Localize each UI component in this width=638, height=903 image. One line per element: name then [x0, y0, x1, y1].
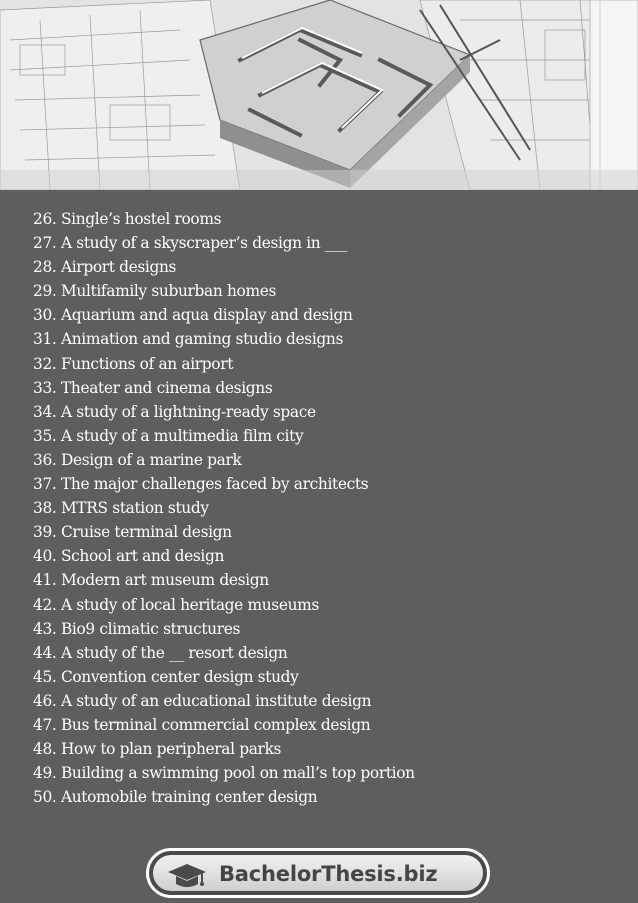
list-item: 35. A study of a multimedia film city: [33, 426, 304, 445]
list-item: 45. Convention center design study: [33, 667, 299, 686]
list-item: 44. A study of the __ resort design: [33, 643, 288, 662]
list-item: 49. Building a swimming pool on mall’s top portion: [33, 764, 415, 783]
list-item: 37. The major challenges faced by architects: [33, 475, 369, 494]
list-item: 48. How to plan peripheral parks: [33, 740, 282, 759]
list-item: 46. A study of an educational institute design: [33, 691, 372, 710]
list-item: 29. Multifamily suburban homes: [33, 282, 277, 301]
list-item: 34. A study of a lightning-ready space: [33, 402, 316, 421]
list-item: 38. MTRS station study: [33, 499, 209, 518]
list-item: 43. Bio9 climatic structures: [33, 619, 241, 638]
list-item: 36. Design of a marine park: [33, 450, 242, 469]
list-item: 41. Modern art museum design: [33, 571, 269, 590]
list-item: 26. Single’s hostel rooms: [33, 210, 222, 228]
list-item: 42. A study of local heritage museums: [33, 595, 319, 614]
list-item: 39. Cruise terminal design: [33, 523, 232, 542]
architecture-header-image: [0, 0, 638, 190]
topics-list: [33, 207, 415, 809]
list-item: 27. A study of a skyscraper’s design in ___: [33, 234, 347, 253]
list-item: 28. Airport designs: [33, 258, 177, 277]
list-item: 50. Automobile training center design: [33, 788, 318, 807]
list-item: 40. School art and design: [33, 547, 225, 566]
graduation-cap-icon: [167, 861, 207, 891]
bachelorthesis-logo[interactable]: [146, 848, 490, 898]
list-item: 33. Theater and cinema designs: [33, 378, 273, 397]
list-item: 47. Bus terminal commercial complex design: [33, 715, 371, 734]
list-item: 32. Functions of an airport: [33, 354, 234, 373]
topics-panel: [0, 190, 638, 903]
list-item: 30. Aquarium and aqua display and design: [33, 306, 353, 325]
logo-text: BachelorThesis.biz: [219, 862, 438, 886]
list-item: 31. Animation and gaming studio designs: [33, 330, 344, 349]
logo-badge: [153, 855, 483, 891]
